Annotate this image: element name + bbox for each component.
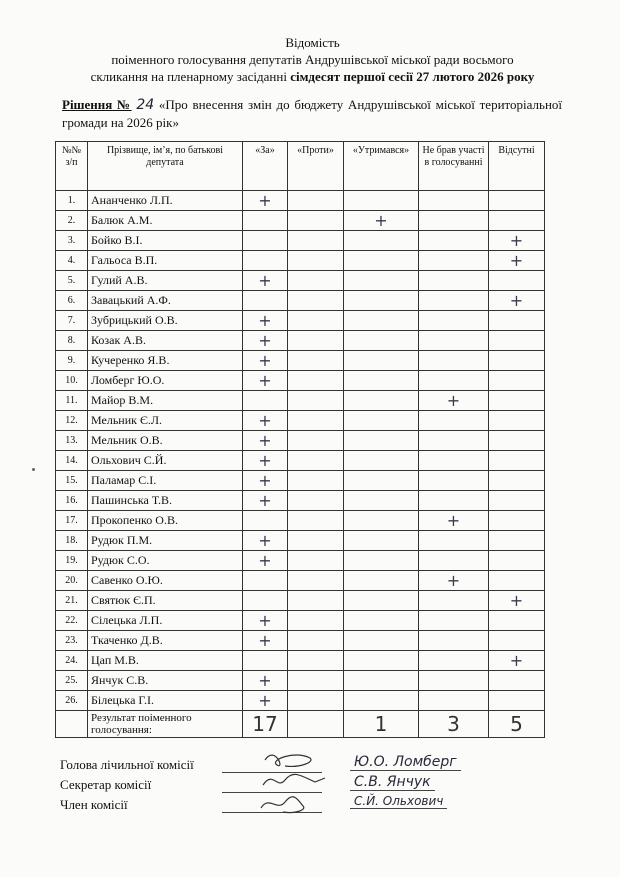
vote-for-cell bbox=[243, 291, 288, 311]
signature-scribble-chair bbox=[265, 755, 311, 766]
vote-novote-cell bbox=[419, 371, 489, 391]
deputy-name: Святюк Є.П. bbox=[88, 591, 243, 611]
deputy-name: Сілецька Л.П. bbox=[88, 611, 243, 631]
vote-against-cell bbox=[288, 591, 344, 611]
vote-absent-cell: + bbox=[489, 651, 545, 671]
vote-abstain-cell bbox=[344, 331, 419, 351]
vote-novote-cell bbox=[419, 651, 489, 671]
vote-against-cell bbox=[288, 231, 344, 251]
vote-absent-cell bbox=[489, 211, 545, 231]
table-row bbox=[56, 531, 545, 551]
vote-for-cell bbox=[243, 591, 288, 611]
deputy-name: Ольхович С.Й. bbox=[88, 451, 243, 471]
table-row bbox=[56, 631, 545, 651]
vote-against-cell bbox=[288, 271, 344, 291]
signature-scribble-secretary bbox=[263, 774, 325, 785]
table-row bbox=[56, 471, 545, 491]
signature-name-chair: Ю.О. Ломберг bbox=[350, 754, 461, 771]
vote-for-cell: + bbox=[243, 331, 288, 351]
row-number: 22. bbox=[56, 611, 88, 631]
row-number: 11. bbox=[56, 391, 88, 411]
vote-abstain-cell bbox=[344, 411, 419, 431]
vote-for-cell: + bbox=[243, 551, 288, 571]
table-row bbox=[56, 451, 545, 471]
vote-against-cell bbox=[288, 331, 344, 351]
table-row bbox=[56, 351, 545, 371]
vote-novote-cell bbox=[419, 631, 489, 651]
deputy-name: Гулий А.В. bbox=[88, 271, 243, 291]
vote-novote-cell bbox=[419, 351, 489, 371]
vote-abstain-cell bbox=[344, 491, 419, 511]
vote-absent-cell bbox=[489, 391, 545, 411]
deputy-name: Завацький А.Ф. bbox=[88, 291, 243, 311]
vote-for-cell bbox=[243, 511, 288, 531]
vote-absent-cell bbox=[489, 631, 545, 651]
vote-for-cell bbox=[243, 391, 288, 411]
vote-for-cell: + bbox=[243, 631, 288, 651]
row-number: 12. bbox=[56, 411, 88, 431]
vote-absent-cell bbox=[489, 511, 545, 531]
row-number: 7. bbox=[56, 311, 88, 331]
row-number: 25. bbox=[56, 671, 88, 691]
row-number: 3. bbox=[56, 231, 88, 251]
signature-role-secretary: Секретар комісії bbox=[60, 777, 152, 792]
vote-novote-cell: + bbox=[419, 511, 489, 531]
vote-absent-cell bbox=[489, 411, 545, 431]
vote-against-cell bbox=[288, 311, 344, 331]
vote-against-cell bbox=[288, 671, 344, 691]
vote-against-cell bbox=[288, 551, 344, 571]
decision-number: 24 bbox=[136, 97, 155, 113]
row-number: 5. bbox=[56, 271, 88, 291]
vote-against-cell bbox=[288, 611, 344, 631]
deputy-name: Білецька Г.І. bbox=[88, 691, 243, 711]
vote-absent-cell bbox=[489, 271, 545, 291]
vote-against-cell bbox=[288, 251, 344, 271]
vote-abstain-cell bbox=[344, 511, 419, 531]
vote-abstain-cell bbox=[344, 351, 419, 371]
vote-novote-cell bbox=[419, 431, 489, 451]
vote-absent-cell bbox=[489, 571, 545, 591]
vote-absent-cell bbox=[489, 371, 545, 391]
vote-absent-cell bbox=[489, 311, 545, 331]
vote-novote-cell bbox=[419, 271, 489, 291]
row-number: 14. bbox=[56, 451, 88, 471]
result-absent: 5 bbox=[489, 711, 545, 738]
row-number: 16. bbox=[56, 491, 88, 511]
deputy-name: Рудюк П.М. bbox=[88, 531, 243, 551]
voting-table bbox=[55, 141, 545, 738]
vote-novote-cell bbox=[419, 451, 489, 471]
vote-abstain-cell bbox=[344, 531, 419, 551]
row-number: 8. bbox=[56, 331, 88, 351]
vote-novote-cell bbox=[419, 471, 489, 491]
result-label: Результат поіменного голосування: bbox=[88, 711, 243, 738]
signature-name-secretary: С.В. Янчук bbox=[350, 774, 435, 791]
vote-against-cell bbox=[288, 351, 344, 371]
decision-heading bbox=[62, 96, 562, 131]
col-name-header: Прізвище, ім’я, по батькові депутата bbox=[88, 142, 243, 191]
vote-novote-cell bbox=[419, 251, 489, 271]
table-row bbox=[56, 331, 545, 351]
result-spacer bbox=[56, 711, 88, 738]
col-absent-header: Відсутні bbox=[489, 142, 545, 191]
vote-absent-cell bbox=[489, 551, 545, 571]
row-number: 15. bbox=[56, 471, 88, 491]
vote-for-cell bbox=[243, 231, 288, 251]
vote-for-cell: + bbox=[243, 671, 288, 691]
row-number: 4. bbox=[56, 251, 88, 271]
vote-absent-cell bbox=[489, 611, 545, 631]
vote-against-cell bbox=[288, 651, 344, 671]
deputy-name: Пашинська Т.В. bbox=[88, 491, 243, 511]
vote-abstain-cell bbox=[344, 391, 419, 411]
row-number: 9. bbox=[56, 351, 88, 371]
col-for-header: «За» bbox=[243, 142, 288, 191]
deputy-name: Ананченко Л.П. bbox=[88, 191, 243, 211]
vote-absent-cell bbox=[489, 671, 545, 691]
vote-abstain-cell bbox=[344, 611, 419, 631]
vote-absent-cell bbox=[489, 451, 545, 471]
vote-against-cell bbox=[288, 211, 344, 231]
table-row bbox=[56, 371, 545, 391]
row-number: 13. bbox=[56, 431, 88, 451]
row-number: 1. bbox=[56, 191, 88, 211]
vote-for-cell bbox=[243, 211, 288, 231]
vote-abstain-cell bbox=[344, 691, 419, 711]
deputy-name: Ломберг Ю.О. bbox=[88, 371, 243, 391]
deputy-name: Мельник Є.Л. bbox=[88, 411, 243, 431]
table-row bbox=[56, 591, 545, 611]
signature-scribble-member bbox=[261, 797, 304, 813]
vote-for-cell bbox=[243, 571, 288, 591]
vote-abstain-cell bbox=[344, 191, 419, 211]
vote-for-cell: + bbox=[243, 611, 288, 631]
table-row bbox=[56, 271, 545, 291]
vote-novote-cell: + bbox=[419, 571, 489, 591]
row-number: 26. bbox=[56, 691, 88, 711]
vote-against-cell bbox=[288, 571, 344, 591]
signature-role-chair: Голова лічильної комісії bbox=[60, 757, 194, 772]
deputy-name: Цап М.В. bbox=[88, 651, 243, 671]
vote-abstain-cell bbox=[344, 251, 419, 271]
deputy-name: Бойко В.І. bbox=[88, 231, 243, 251]
table-row bbox=[56, 311, 545, 331]
vote-for-cell: + bbox=[243, 691, 288, 711]
decision-text: «Про внесення змін до бюджету Андрушівської міської територіальної громади на 2026 рік» bbox=[62, 97, 563, 130]
vote-for-cell: + bbox=[243, 271, 288, 291]
result-against bbox=[288, 711, 344, 738]
vote-absent-cell bbox=[489, 471, 545, 491]
vote-for-cell: + bbox=[243, 471, 288, 491]
row-number: 19. bbox=[56, 551, 88, 571]
vote-absent-cell: + bbox=[489, 231, 545, 251]
table-row bbox=[56, 511, 545, 531]
vote-abstain-cell bbox=[344, 291, 419, 311]
table-header-row bbox=[56, 142, 545, 191]
deputy-name: Ткаченко Д.В. bbox=[88, 631, 243, 651]
deputy-name: Мельник О.В. bbox=[88, 431, 243, 451]
table-row bbox=[56, 611, 545, 631]
vote-for-cell: + bbox=[243, 411, 288, 431]
result-novote: 3 bbox=[419, 711, 489, 738]
vote-absent-cell: + bbox=[489, 251, 545, 271]
vote-novote-cell bbox=[419, 591, 489, 611]
row-number: 24. bbox=[56, 651, 88, 671]
vote-absent-cell: + bbox=[489, 591, 545, 611]
vote-against-cell bbox=[288, 431, 344, 451]
deputy-name: Прокопенко О.В. bbox=[88, 511, 243, 531]
row-number: 18. bbox=[56, 531, 88, 551]
vote-abstain-cell bbox=[344, 671, 419, 691]
vote-abstain-cell bbox=[344, 451, 419, 471]
vote-abstain-cell bbox=[344, 431, 419, 451]
vote-novote-cell bbox=[419, 491, 489, 511]
session-name: сімдесят першої сесії 27 лютого 2026 року bbox=[290, 69, 535, 84]
table-row bbox=[56, 651, 545, 671]
vote-novote-cell bbox=[419, 531, 489, 551]
vote-abstain-cell bbox=[344, 631, 419, 651]
vote-novote-cell bbox=[419, 211, 489, 231]
col-number-header: №№ з/п bbox=[56, 142, 88, 191]
signature-role-member: Член комісії bbox=[60, 797, 128, 812]
deputy-name: Савенко О.Ю. bbox=[88, 571, 243, 591]
vote-abstain-cell bbox=[344, 271, 419, 291]
vote-against-cell bbox=[288, 691, 344, 711]
table-row bbox=[56, 391, 545, 411]
deputy-name: Кучеренко Я.В. bbox=[88, 351, 243, 371]
vote-absent-cell bbox=[489, 491, 545, 511]
deputy-name: Зубрицький О.В. bbox=[88, 311, 243, 331]
deputy-name: Козак А.В. bbox=[88, 331, 243, 351]
document-subtitle-line bbox=[40, 68, 585, 85]
vote-abstain-cell bbox=[344, 231, 419, 251]
vote-abstain-cell bbox=[344, 471, 419, 491]
vote-for-cell: + bbox=[243, 531, 288, 551]
col-against-header: «Проти» bbox=[288, 142, 344, 191]
vote-against-cell bbox=[288, 371, 344, 391]
row-number: 17. bbox=[56, 511, 88, 531]
vote-for-cell: + bbox=[243, 191, 288, 211]
deputy-name: Рудюк С.О. bbox=[88, 551, 243, 571]
vote-against-cell bbox=[288, 391, 344, 411]
deputy-name: Янчук С.В. bbox=[88, 671, 243, 691]
row-number: 2. bbox=[56, 211, 88, 231]
deputy-name: Майор В.М. bbox=[88, 391, 243, 411]
vote-absent-cell bbox=[489, 691, 545, 711]
vote-novote-cell bbox=[419, 331, 489, 351]
table-row bbox=[56, 231, 545, 251]
deputy-name: Паламар С.І. bbox=[88, 471, 243, 491]
document-subtitle: поіменного голосування депутатів Андрушівської міської ради восьмого bbox=[111, 52, 514, 67]
vote-against-cell bbox=[288, 471, 344, 491]
vote-against-cell bbox=[288, 631, 344, 651]
col-abstain-header: «Утримався» bbox=[344, 142, 419, 191]
vote-for-cell: + bbox=[243, 351, 288, 371]
table-row bbox=[56, 251, 545, 271]
vote-novote-cell bbox=[419, 611, 489, 631]
vote-against-cell bbox=[288, 191, 344, 211]
vote-for-cell: + bbox=[243, 431, 288, 451]
vote-against-cell bbox=[288, 511, 344, 531]
vote-novote-cell bbox=[419, 311, 489, 331]
result-row bbox=[56, 711, 545, 738]
vote-for-cell bbox=[243, 651, 288, 671]
row-number: 6. bbox=[56, 291, 88, 311]
col-novote-header: Не брав участі в голосуванні bbox=[419, 142, 489, 191]
vote-for-cell: + bbox=[243, 451, 288, 471]
deputy-name: Гальоса В.П. bbox=[88, 251, 243, 271]
vote-absent-cell bbox=[489, 531, 545, 551]
table-row bbox=[56, 491, 545, 511]
vote-for-cell: + bbox=[243, 491, 288, 511]
vote-absent-cell bbox=[489, 331, 545, 351]
decision-label: Рішення № bbox=[62, 97, 132, 112]
vote-against-cell bbox=[288, 451, 344, 471]
vote-novote-cell: + bbox=[419, 391, 489, 411]
vote-novote-cell bbox=[419, 551, 489, 571]
table-row bbox=[56, 431, 545, 451]
paper-speck bbox=[32, 468, 35, 471]
vote-against-cell bbox=[288, 531, 344, 551]
vote-for-cell bbox=[243, 251, 288, 271]
table-row bbox=[56, 211, 545, 231]
vote-novote-cell bbox=[419, 291, 489, 311]
table-row bbox=[56, 411, 545, 431]
vote-abstain-cell bbox=[344, 311, 419, 331]
row-number: 10. bbox=[56, 371, 88, 391]
table-row bbox=[56, 191, 545, 211]
result-abstain: 1 bbox=[344, 711, 419, 738]
vote-abstain-cell bbox=[344, 571, 419, 591]
vote-abstain-cell bbox=[344, 591, 419, 611]
handwritten-signatures bbox=[255, 740, 335, 825]
vote-abstain-cell bbox=[344, 651, 419, 671]
vote-abstain-cell: + bbox=[344, 211, 419, 231]
table-row bbox=[56, 551, 545, 571]
session-prefix: скликання на пленарному засіданні bbox=[90, 69, 287, 84]
table-row bbox=[56, 571, 545, 591]
vote-against-cell bbox=[288, 491, 344, 511]
vote-against-cell bbox=[288, 411, 344, 431]
vote-absent-cell: + bbox=[489, 291, 545, 311]
result-for: 17 bbox=[243, 711, 288, 738]
vote-abstain-cell bbox=[344, 371, 419, 391]
table-row bbox=[56, 691, 545, 711]
vote-novote-cell bbox=[419, 411, 489, 431]
row-number: 21. bbox=[56, 591, 88, 611]
table-row bbox=[56, 291, 545, 311]
vote-novote-cell bbox=[419, 231, 489, 251]
vote-novote-cell bbox=[419, 191, 489, 211]
vote-novote-cell bbox=[419, 691, 489, 711]
vote-absent-cell bbox=[489, 431, 545, 451]
vote-against-cell bbox=[288, 291, 344, 311]
signature-name-member: С.Й. Ольхович bbox=[350, 794, 447, 809]
vote-abstain-cell bbox=[344, 551, 419, 571]
deputy-name: Балюк А.М. bbox=[88, 211, 243, 231]
table-row bbox=[56, 671, 545, 691]
vote-for-cell: + bbox=[243, 371, 288, 391]
document-title: Відомість bbox=[285, 35, 340, 50]
vote-for-cell: + bbox=[243, 311, 288, 331]
row-number: 20. bbox=[56, 571, 88, 591]
vote-absent-cell bbox=[489, 191, 545, 211]
vote-novote-cell bbox=[419, 671, 489, 691]
row-number: 23. bbox=[56, 631, 88, 651]
vote-absent-cell bbox=[489, 351, 545, 371]
